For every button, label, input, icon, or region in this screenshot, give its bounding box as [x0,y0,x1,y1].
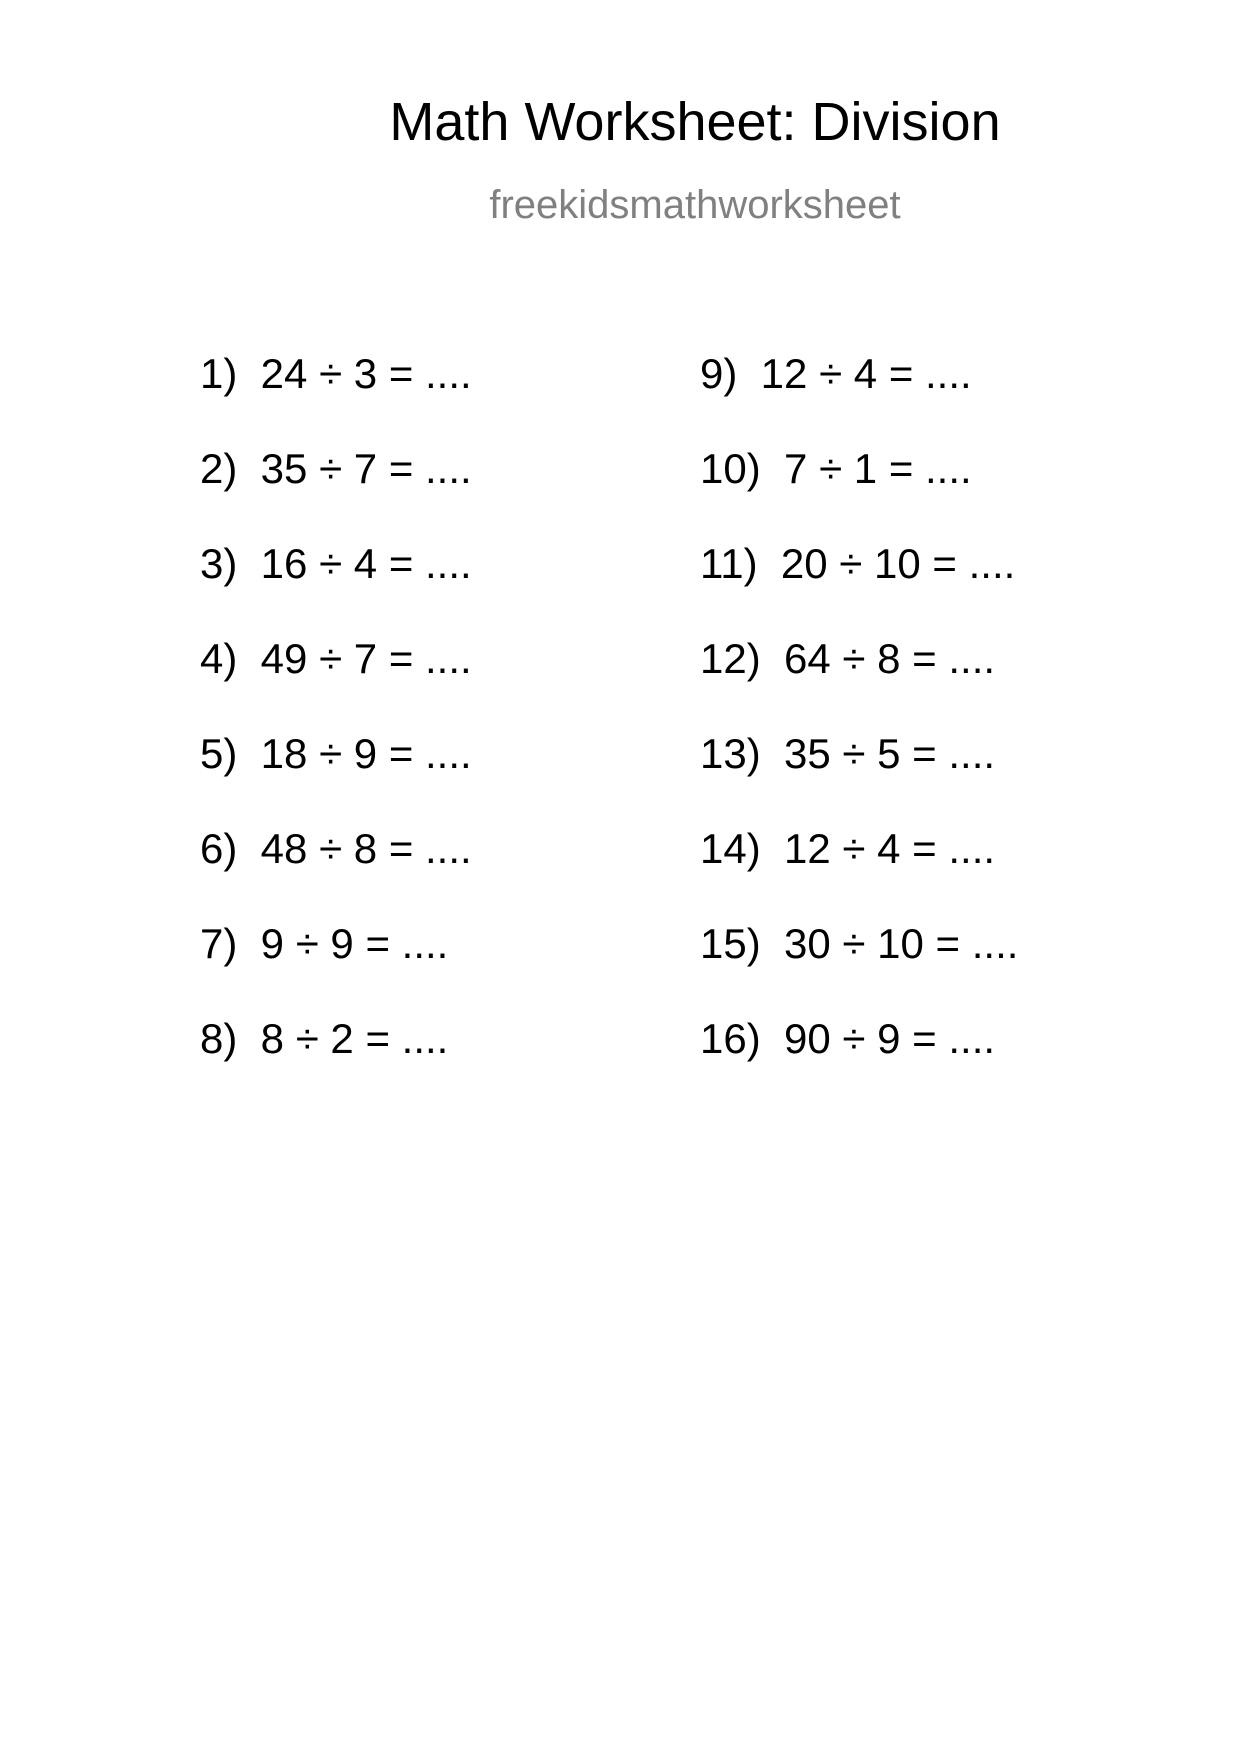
problem-item: 11) 20 ÷ 10 = .... [700,540,1016,587]
problem-item: 16) 90 ÷ 9 = .... [700,1015,996,1062]
problem-item: 6) 48 ÷ 8 = .... [200,825,472,872]
problem-item: 9) 12 ÷ 4 = .... [700,350,972,397]
problem-item: 7) 9 ÷ 9 = .... [200,920,449,967]
problem-item: 12) 64 ÷ 8 = .... [700,635,996,682]
worksheet-title: Math Worksheet: Division [389,92,1001,152]
problem-item: 10) 7 ÷ 1 = .... [700,445,972,492]
problem-item: 13) 35 ÷ 5 = .... [700,730,996,777]
problem-item: 5) 18 ÷ 9 = .... [200,730,472,777]
problem-item: 14) 12 ÷ 4 = .... [700,825,996,872]
problem-item: 15) 30 ÷ 10 = .... [700,920,1019,967]
problem-item: 2) 35 ÷ 7 = .... [200,445,472,492]
worksheet-subtitle: freekidsmathworksheet [489,183,901,227]
problem-column-right [700,350,1018,1110]
problem-column-left [200,350,472,1110]
problem-item: 3) 16 ÷ 4 = .... [200,540,472,587]
problem-item: 1) 24 ÷ 3 = .... [200,350,472,397]
problem-item: 8) 8 ÷ 2 = .... [200,1015,449,1062]
problem-item: 4) 49 ÷ 7 = .... [200,635,472,682]
